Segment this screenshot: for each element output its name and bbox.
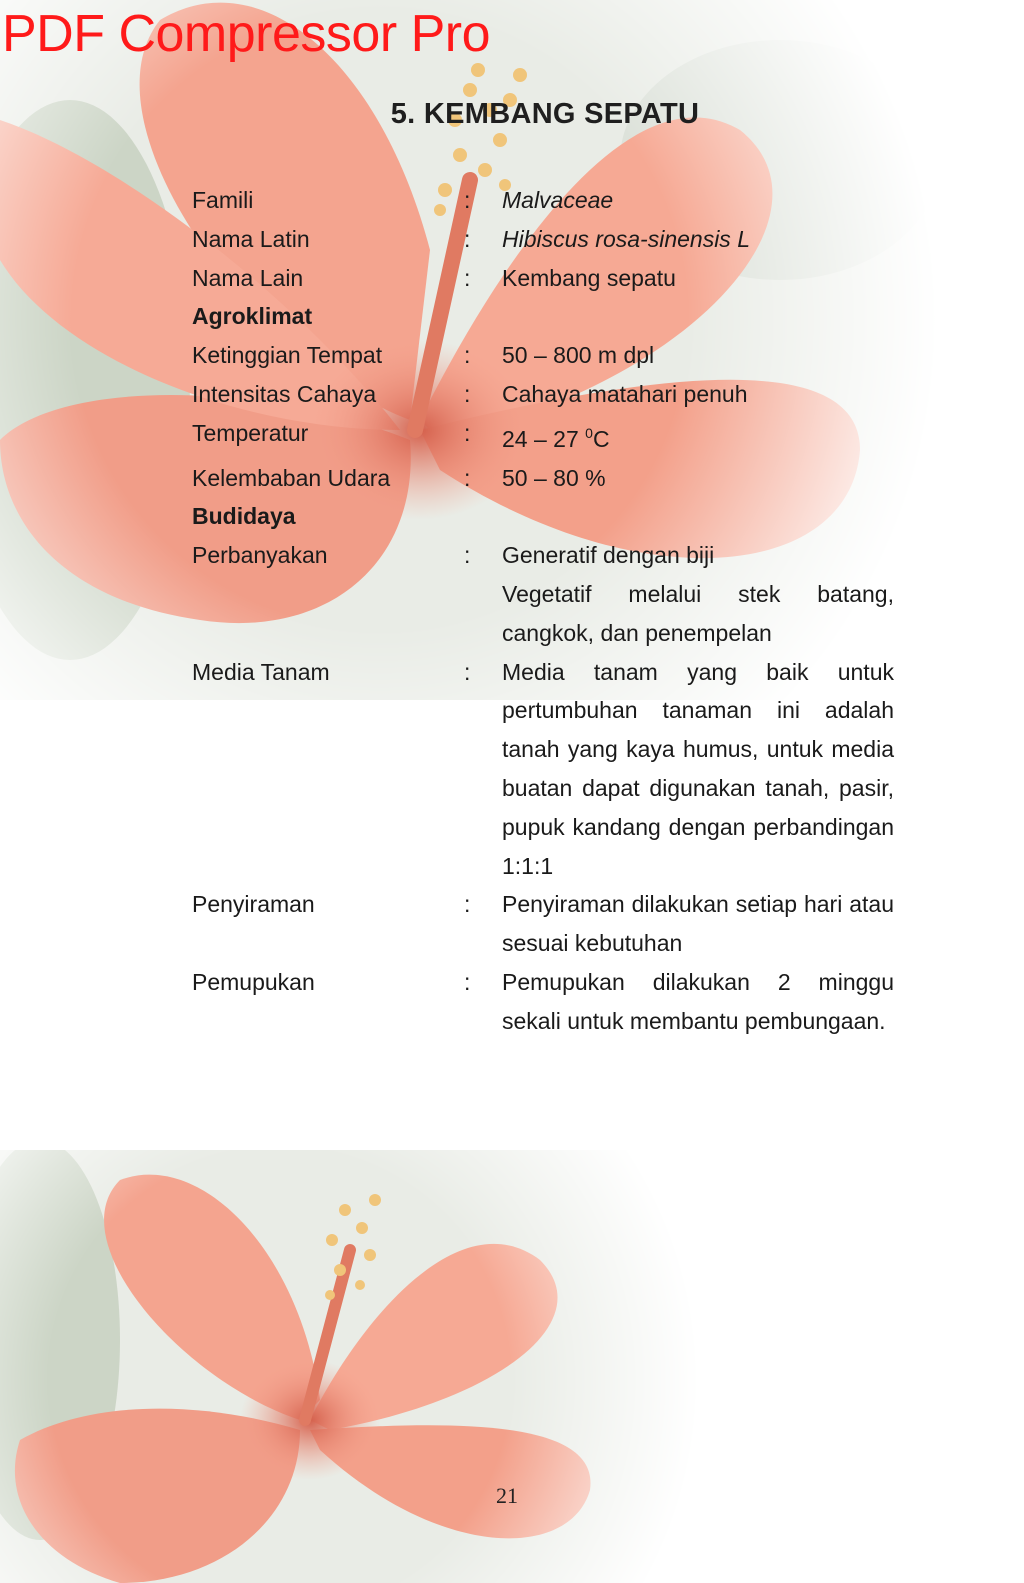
row-nama-latin <box>0 220 1024 259</box>
separator: : <box>464 342 471 369</box>
separator: : <box>464 380 471 407</box>
section-agroklimat <box>0 297 1024 336</box>
pemupukan-label: Pemupukan <box>192 968 315 995</box>
famili-value: Malvaceae <box>502 187 614 213</box>
separator: : <box>464 542 471 569</box>
separator: : <box>464 464 471 491</box>
kelembaban-value: 50 – 80 % <box>502 464 606 491</box>
row-kelembaban <box>0 459 1024 498</box>
row-perbanyakan <box>0 536 1024 652</box>
row-pemupukan <box>0 963 1024 1041</box>
separator: : <box>464 264 471 291</box>
row-famili <box>0 181 1024 220</box>
separator: : <box>464 658 471 685</box>
separator: : <box>464 891 471 918</box>
separator: : <box>464 968 471 995</box>
intensitas-label: Intensitas Cahaya <box>192 380 377 407</box>
separator: : <box>464 187 471 213</box>
pemupukan-value: Pemupukan dilakukan 2 minggu sekali untuk membantu pembungaan. <box>502 968 894 1034</box>
row-temperatur <box>0 414 1024 459</box>
nama-lain-label: Nama Lain <box>192 264 304 291</box>
kelembaban-label: Kelembaban Udara <box>192 464 391 491</box>
penyiraman-label: Penyiraman <box>192 891 315 918</box>
nama-lain-value: Kembang sepatu <box>502 264 676 291</box>
section-budidaya <box>0 497 1024 536</box>
budidaya-heading: Budidaya <box>192 503 296 530</box>
nama-latin-value: Hibiscus rosa-sinensis L <box>502 225 750 252</box>
temperatur-unit: C <box>592 425 610 452</box>
row-ketinggian <box>0 336 1024 375</box>
row-media-tanam <box>0 653 1024 886</box>
perbanyakan-value-generatif: Generatif dengan biji <box>502 542 715 569</box>
temperatur-range: 24 – 27 <box>502 425 579 452</box>
temperatur-value <box>502 414 894 459</box>
row-penyiraman <box>0 885 1024 963</box>
page-number: 21 <box>496 1483 518 1508</box>
separator: : <box>464 419 471 446</box>
row-nama-lain <box>0 259 1024 298</box>
page-title: 5. KEMBANG SEPATU <box>390 98 700 130</box>
ketinggian-value: 50 – 800 m dpl <box>502 342 655 369</box>
agroklimat-heading: Agroklimat <box>192 303 313 330</box>
media-tanam-label: Media Tanam <box>192 658 330 685</box>
ketinggian-label: Ketinggian Tempat <box>192 342 383 369</box>
intensitas-value: Cahaya matahari penuh <box>502 380 748 407</box>
media-tanam-value: Media tanam yang baik untuk pertumbuhan tanaman ini adalah tanah yang kaya humus, untuk media buatan dapat digunakan tanah, pasir, pupuk kandang dengan perbandingan 1:1:1 <box>502 658 894 879</box>
row-intensitas <box>0 375 1024 414</box>
perbanyakan-label: Perbanyakan <box>192 542 328 569</box>
famili-label: Famili <box>192 187 254 213</box>
temperatur-label: Temperatur <box>192 419 309 446</box>
plant-info-table <box>0 181 1024 1041</box>
penyiraman-value: Penyiraman dilakukan setiap hari atau sesuai kebutuhan <box>502 891 894 957</box>
degree-superscript: 0 <box>585 424 593 441</box>
perbanyakan-value-vegetatif: Vegetatif melalui stek batang, cangkok, dan penempelan <box>502 580 894 646</box>
bottom-hibiscus-flower-graphic <box>0 1140 1024 1583</box>
nama-latin-label: Nama Latin <box>192 225 310 252</box>
separator: : <box>464 225 471 252</box>
watermark-text: PDF Compressor Pro <box>2 5 490 63</box>
